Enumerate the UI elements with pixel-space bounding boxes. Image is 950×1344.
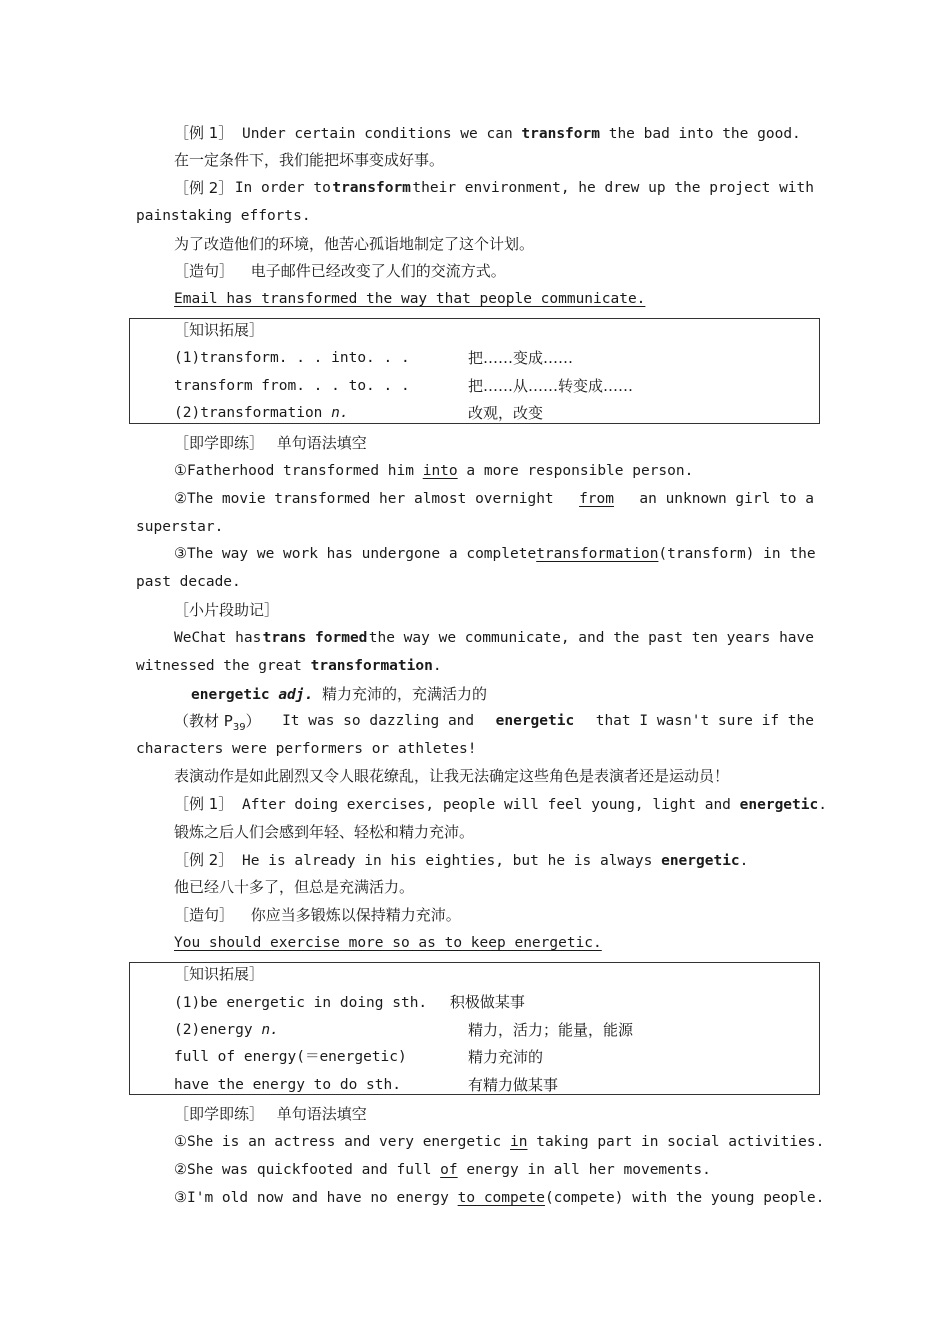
example-1 <box>174 794 827 815</box>
keyword: transform <box>332 180 411 196</box>
sentence-making <box>174 905 461 926</box>
box-phrase: (1)transform. . . into. . . <box>174 350 410 366</box>
practice-item-1 <box>174 461 693 481</box>
box-meaning: 把……变成…… <box>468 349 574 367</box>
box-meaning: 改观，改变 <box>468 404 544 422</box>
sentence-making <box>174 261 506 282</box>
practice-item-3-cont: past decade. <box>136 574 241 590</box>
box-phrase <box>174 403 349 423</box>
keyword: trans formed <box>262 630 368 646</box>
textbook-ref: （教材 P <box>174 712 233 730</box>
box-phrase-text: (1)be energetic in doing sth. <box>174 995 428 1011</box>
item-text: ①She is an actress and very energetic <box>174 1134 502 1150</box>
example-2 <box>174 178 814 198</box>
example-tag: ［例 1］ <box>174 795 234 813</box>
textbook-quote <box>174 711 814 738</box>
item-text: (transform) in the <box>658 546 816 562</box>
item-text: ②The movie transformed her almost overnight <box>174 491 554 507</box>
practice-title: 单句语法填空 <box>276 1105 367 1123</box>
textbook-quote-cont: characters were performers or athletes! <box>136 741 477 757</box>
prompt-text: 电子邮件已经改变了人们的交流方式。 <box>250 262 506 280</box>
example-1-translation: 在一定条件下，我们能把坏事变成好事。 <box>174 151 445 169</box>
practice-item-3 <box>174 544 814 564</box>
box-phrase: have the energy to do sth. <box>174 1077 401 1093</box>
example-2-cont: painstaking efforts. <box>136 208 311 224</box>
example-text: In order to <box>234 180 331 196</box>
answer-blank: of <box>440 1162 458 1178</box>
example-1 <box>174 123 801 144</box>
example-text: . <box>739 853 749 869</box>
answer-blank: transformation <box>536 546 659 562</box>
box-meaning: 有精力做某事 <box>468 1076 559 1094</box>
box-phrase-text: (2)transformation <box>174 405 323 421</box>
answer-blank: from <box>579 491 614 507</box>
textbook-page: 39 <box>232 722 246 733</box>
keyword: energetic <box>661 853 740 869</box>
item-text: energy in all her movements. <box>466 1162 711 1178</box>
keyword: transform <box>521 126 600 142</box>
item-text: a more responsible person. <box>466 463 694 479</box>
keyword: energetic <box>495 713 575 729</box>
part-of-speech: adj. <box>278 687 314 703</box>
headword-meaning: 精力充沛的，充满活力的 <box>321 685 487 703</box>
practice-item-2-cont: superstar. <box>136 519 224 535</box>
quote-text: It was so dazzling and <box>282 713 475 729</box>
headword: energetic <box>191 687 270 703</box>
item-text: an unknown girl to a <box>639 491 814 507</box>
practice-item-1 <box>174 1132 824 1152</box>
box-phrase-text: (2)energy <box>174 1022 253 1038</box>
knowledge-box <box>129 962 820 1095</box>
textbook-quote-translation: 表演动作是如此剧烈又令人眼花缭乱，让我无法确定这些角色是表演者还是运动员！ <box>174 767 730 785</box>
memory-tag: ［小片段助记］ <box>174 601 280 619</box>
item-text: ③I'm old now and have no energy <box>174 1190 449 1206</box>
sentence-answer: Email has transformed the way that people communicate. <box>174 291 646 307</box>
example-2-translation: 为了改造他们的环境，他苦心孤诣地制定了这个计划。 <box>174 235 535 253</box>
memory-text-cont <box>136 656 442 676</box>
memory-text-part: the way we communicate, and the past ten years have <box>368 630 814 646</box>
example-text: . <box>818 797 827 813</box>
practice-header <box>174 433 367 453</box>
textbook-ref-close: ） <box>245 712 261 730</box>
example-text: Under certain conditions we can <box>242 126 513 142</box>
keyword: energetic <box>739 797 819 813</box>
knowledge-box <box>129 318 820 424</box>
example-tag: ［例 1］ <box>174 124 234 142</box>
example-tag: ［例 2］ <box>174 851 234 869</box>
box-meaning: 把……从……转变成…… <box>468 377 634 395</box>
item-text: ①Fatherhood transformed him <box>174 463 414 479</box>
example-text: the bad into the good. <box>608 126 801 142</box>
example-text: He is already in his eighties, but he is always <box>242 853 653 869</box>
headword-entry <box>191 684 487 705</box>
box-meaning: 精力充沛的 <box>468 1048 544 1066</box>
sentence-answer: You should exercise more so as to keep energetic. <box>174 935 602 951</box>
answer-blank: into <box>422 463 458 479</box>
item-text: ②She was quickfooted and full <box>174 1162 432 1178</box>
box-phrase <box>174 1020 279 1040</box>
item-text: (compete) with the young people. <box>544 1190 825 1206</box>
example-2 <box>174 850 748 871</box>
box-phrase <box>174 992 525 1013</box>
box-phrase: full of energy(＝energetic) <box>174 1049 407 1065</box>
keyword: transformation <box>310 658 433 674</box>
prompt-text: 你应当多锻炼以保持精力充沛。 <box>250 906 461 924</box>
part-of-speech: n. <box>331 405 349 421</box>
example-1-translation: 锻炼之后人们会感到年轻、轻松和精力充沛。 <box>174 823 475 841</box>
memory-text-part: . <box>432 658 442 674</box>
section-tag: ［造句］ <box>174 262 235 280</box>
item-text: taking part in social activities. <box>536 1134 825 1150</box>
item-text: ③The way we work has undergone a complete <box>174 546 537 562</box>
section-tag: ［造句］ <box>174 906 235 924</box>
section-tag: ［即学即练］ <box>174 1105 265 1123</box>
memory-text-part: WeChat has <box>174 630 262 646</box>
example-tag: ［例 2］ <box>174 179 234 197</box>
practice-item-3 <box>174 1188 824 1208</box>
box-meaning: 精力，活力；能量，能源 <box>468 1021 634 1039</box>
example-text: their environment, he drew up the project with <box>412 180 814 196</box>
memory-text <box>174 628 814 648</box>
answer-blank: in <box>510 1134 528 1150</box>
box-title: ［知识拓展］ <box>174 965 265 983</box>
quote-text: that I wasn't sure if the <box>595 713 814 729</box>
box-title: ［知识拓展］ <box>174 321 265 339</box>
part-of-speech: n. <box>261 1022 279 1038</box>
practice-title: 单句语法填空 <box>276 434 367 452</box>
section-tag: ［即学即练］ <box>174 434 265 452</box>
answer-blank: to compete <box>457 1190 545 1206</box>
practice-item-2 <box>174 1160 711 1180</box>
example-text: After doing exercises, people will feel young, light and <box>242 797 731 813</box>
practice-header <box>174 1104 367 1124</box>
memory-text-part: witnessed the great <box>136 658 302 674</box>
example-2-translation: 他已经八十多了，但总是充满活力。 <box>174 878 415 896</box>
practice-item-2 <box>174 489 814 509</box>
box-meaning: 积极做某事 <box>449 993 525 1011</box>
box-phrase: transform from. . . to. . . <box>174 378 410 394</box>
